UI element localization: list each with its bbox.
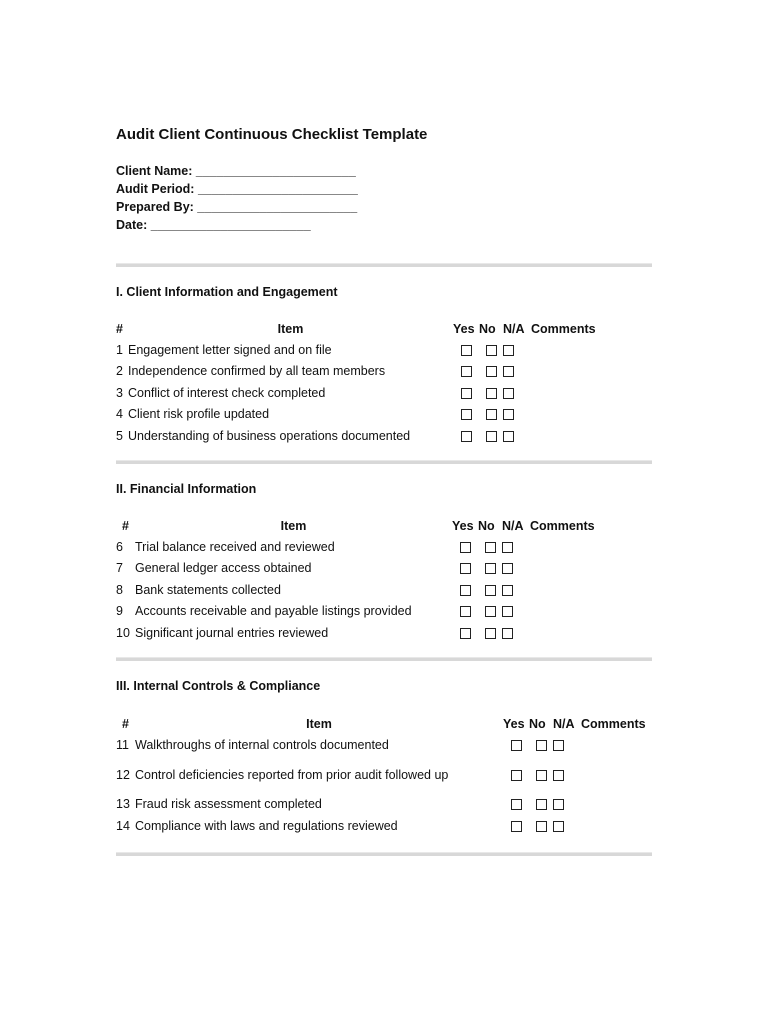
row-item: Trial balance received and reviewed bbox=[135, 539, 335, 554]
col-na: N/A bbox=[553, 717, 575, 731]
row-item: Compliance with laws and regulations reviewed bbox=[135, 818, 398, 833]
row-item: Accounts receivable and payable listings provided bbox=[135, 604, 412, 619]
yes-checkbox[interactable] bbox=[460, 563, 471, 574]
row-num: 8 bbox=[116, 582, 123, 597]
table-row bbox=[116, 794, 653, 816]
comments-cell[interactable] bbox=[530, 558, 604, 580]
col-yes: Yes bbox=[452, 519, 474, 533]
section-title: III. Internal Controls & Compliance bbox=[116, 679, 321, 693]
checklist-table bbox=[116, 319, 605, 447]
comments-cell[interactable] bbox=[581, 815, 653, 837]
divider bbox=[116, 460, 652, 464]
row-item: Walkthroughs of internal controls documented bbox=[135, 737, 389, 752]
col-na: N/A bbox=[503, 322, 525, 336]
table-row bbox=[116, 622, 604, 644]
yes-checkbox[interactable] bbox=[461, 345, 472, 356]
comments-cell[interactable] bbox=[530, 579, 604, 601]
table-row bbox=[116, 756, 653, 794]
na-checkbox[interactable] bbox=[503, 431, 514, 442]
row-item: Client risk profile updated bbox=[128, 407, 270, 422]
client-name-field: Client Name: _______________________ bbox=[116, 164, 356, 178]
row-item: Bank statements collected bbox=[135, 582, 281, 597]
row-num: 7 bbox=[116, 561, 123, 576]
no-checkbox[interactable] bbox=[536, 770, 547, 781]
no-checkbox[interactable] bbox=[486, 366, 497, 377]
no-checkbox[interactable] bbox=[486, 388, 497, 399]
checklist-table bbox=[116, 714, 653, 837]
comments-cell[interactable] bbox=[530, 622, 604, 644]
comments-cell[interactable] bbox=[531, 339, 605, 361]
document-title: Audit Client Continuous Checklist Template bbox=[116, 126, 428, 143]
date-field: Date: _______________________ bbox=[116, 218, 311, 232]
comments-cell[interactable] bbox=[531, 404, 605, 426]
yes-checkbox[interactable] bbox=[511, 740, 522, 751]
row-num: 12 bbox=[116, 767, 130, 782]
na-checkbox[interactable] bbox=[502, 606, 513, 617]
table-row bbox=[116, 536, 604, 558]
row-item: General ledger access obtained bbox=[135, 561, 312, 576]
row-num: 13 bbox=[116, 797, 130, 812]
na-checkbox[interactable] bbox=[503, 388, 514, 399]
no-checkbox[interactable] bbox=[536, 799, 547, 810]
row-num: 6 bbox=[116, 539, 123, 554]
row-num: 4 bbox=[116, 407, 123, 422]
row-item: Engagement letter signed and on file bbox=[128, 342, 332, 357]
row-num: 5 bbox=[116, 428, 123, 443]
yes-checkbox[interactable] bbox=[460, 606, 471, 617]
col-no: No bbox=[479, 322, 496, 336]
table-row bbox=[116, 815, 653, 837]
na-checkbox[interactable] bbox=[503, 366, 514, 377]
col-na: N/A bbox=[502, 519, 524, 533]
no-checkbox[interactable] bbox=[485, 585, 496, 596]
na-checkbox[interactable] bbox=[553, 799, 564, 810]
divider bbox=[116, 263, 652, 267]
col-num: # bbox=[116, 322, 123, 336]
col-item: Item bbox=[280, 519, 307, 533]
yes-checkbox[interactable] bbox=[461, 366, 472, 377]
row-item: Fraud risk assessment completed bbox=[135, 797, 322, 812]
na-checkbox[interactable] bbox=[503, 345, 514, 356]
na-checkbox[interactable] bbox=[503, 409, 514, 420]
no-checkbox[interactable] bbox=[486, 409, 497, 420]
no-checkbox[interactable] bbox=[485, 628, 496, 639]
no-checkbox[interactable] bbox=[485, 542, 496, 553]
table-row bbox=[116, 361, 605, 383]
row-item: Independence confirmed by all team members bbox=[128, 364, 386, 379]
comments-cell[interactable] bbox=[531, 361, 605, 383]
col-comments: Comments bbox=[530, 519, 595, 533]
table-row bbox=[116, 734, 653, 756]
col-comments: Comments bbox=[531, 322, 596, 336]
col-no: No bbox=[478, 519, 495, 533]
row-num: 1 bbox=[116, 342, 123, 357]
na-checkbox[interactable] bbox=[553, 770, 564, 781]
row-num: 2 bbox=[116, 364, 123, 379]
audit-period-field: Audit Period: _______________________ bbox=[116, 182, 358, 196]
row-num: 10 bbox=[116, 625, 130, 640]
yes-checkbox[interactable] bbox=[460, 542, 471, 553]
row-num: 3 bbox=[116, 385, 123, 400]
no-checkbox[interactable] bbox=[485, 563, 496, 574]
row-item: Conflict of interest check completed bbox=[128, 385, 326, 400]
row-num: 11 bbox=[116, 737, 129, 752]
yes-checkbox[interactable] bbox=[511, 821, 522, 832]
checklist-table bbox=[116, 516, 604, 644]
table-row bbox=[116, 339, 605, 361]
table-row bbox=[116, 558, 604, 580]
no-checkbox[interactable] bbox=[536, 821, 547, 832]
yes-checkbox[interactable] bbox=[461, 388, 472, 399]
na-checkbox[interactable] bbox=[553, 740, 564, 751]
table-row bbox=[116, 382, 605, 404]
yes-checkbox[interactable] bbox=[461, 431, 472, 442]
comments-cell[interactable] bbox=[530, 536, 604, 558]
no-checkbox[interactable] bbox=[486, 345, 497, 356]
col-no: No bbox=[529, 717, 546, 731]
col-num: # bbox=[122, 519, 129, 533]
col-num: # bbox=[122, 717, 129, 731]
comments-cell[interactable] bbox=[581, 756, 653, 794]
no-checkbox[interactable] bbox=[486, 431, 497, 442]
comments-cell[interactable] bbox=[581, 794, 653, 816]
na-checkbox[interactable] bbox=[502, 563, 513, 574]
table-row bbox=[116, 404, 605, 426]
row-item: Control deficiencies reported from prior audit followed up bbox=[135, 767, 449, 782]
prepared-by-field: Prepared By: _______________________ bbox=[116, 200, 358, 214]
no-checkbox[interactable] bbox=[536, 740, 547, 751]
row-item: Significant journal entries reviewed bbox=[135, 625, 329, 640]
na-checkbox[interactable] bbox=[502, 628, 513, 639]
comments-cell[interactable] bbox=[530, 601, 604, 623]
yes-checkbox[interactable] bbox=[460, 585, 471, 596]
col-item: Item bbox=[306, 717, 332, 731]
col-comments: Comments bbox=[581, 717, 646, 731]
table-row bbox=[116, 579, 604, 601]
col-yes: Yes bbox=[453, 322, 475, 336]
comments-cell[interactable] bbox=[531, 425, 605, 447]
comments-cell[interactable] bbox=[581, 734, 653, 756]
na-checkbox[interactable] bbox=[502, 542, 513, 553]
divider bbox=[116, 852, 652, 856]
row-item: Understanding of business operations documented bbox=[128, 428, 411, 443]
yes-checkbox[interactable] bbox=[461, 409, 472, 420]
na-checkbox[interactable] bbox=[553, 821, 564, 832]
na-checkbox[interactable] bbox=[502, 585, 513, 596]
section-title: I. Client Information and Engagement bbox=[116, 285, 338, 299]
table-header bbox=[116, 319, 605, 339]
yes-checkbox[interactable] bbox=[511, 770, 522, 781]
table-row bbox=[116, 601, 604, 623]
no-checkbox[interactable] bbox=[485, 606, 496, 617]
table-row bbox=[116, 425, 605, 447]
row-num: 9 bbox=[116, 604, 123, 619]
comments-cell[interactable] bbox=[531, 382, 605, 404]
table-header bbox=[116, 714, 653, 734]
col-yes: Yes bbox=[503, 717, 525, 731]
divider bbox=[116, 657, 652, 661]
section-title: II. Financial Information bbox=[116, 482, 257, 496]
yes-checkbox[interactable] bbox=[460, 628, 471, 639]
col-item: Item bbox=[277, 322, 304, 336]
row-num: 14 bbox=[116, 818, 130, 833]
table-header bbox=[116, 516, 604, 536]
yes-checkbox[interactable] bbox=[511, 799, 522, 810]
